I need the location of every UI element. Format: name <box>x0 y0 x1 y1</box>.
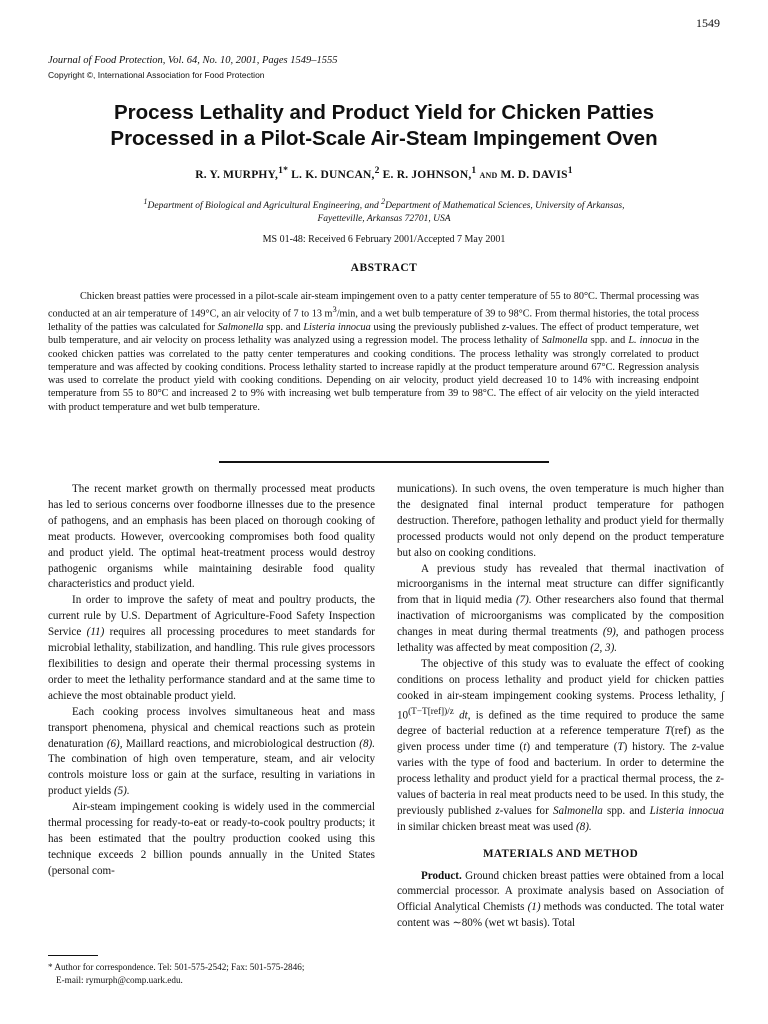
right-column <box>397 482 724 932</box>
text-run: ) history. The <box>623 741 692 754</box>
title-line-2: Processed in a Pilot-Scale Air-Steam Impingement Oven <box>110 127 658 150</box>
paragraph <box>397 562 724 657</box>
citation: (2, 3). <box>590 642 618 655</box>
variable-name: z <box>501 321 506 333</box>
paragraph: Air-steam impingement cooking is widely used in the commercial thermal processing for ready-to-eat or ready-to-cook poultry products; it has been estimated that the poultry production cooked using this technique exceeds 2 billion pounds annually in the United States (personal com- <box>48 801 375 877</box>
footnote-divider <box>48 955 98 956</box>
footnote-contact: * Author for correspondence. Tel: 501-575-2542; Fax: 501-575-2846; <box>48 962 305 972</box>
abstract-text-run: -values. The effect of product temperature, wet bulb temperature, and air velocity on process lethality was analyzed using a regression model. The process lethality of <box>48 321 699 347</box>
author-3: E. R. JOHNSON, <box>379 168 472 181</box>
text-run: In order to improve the safety of meat and poultry products, the current rule by U.S. Department of Agriculture-Food Safety Inspection Service <box>48 594 375 639</box>
copyright-notice: Copyright ©, International Association for Food Protection <box>48 70 265 80</box>
run-in-heading: Product. <box>421 869 462 882</box>
superscript: 3 <box>332 304 337 315</box>
species-name: Salmonella <box>541 335 588 347</box>
journal-citation: Journal of Food Protection, Vol. 64, No. 10, 2001, Pages 1549–1555 <box>48 55 338 66</box>
text-run: The objective of this study was to evaluate the effect of cooking conditions on process lethality and product yield for chicken patties cooked in air-steam impingement cooking systems. Process lethality, <box>397 657 724 702</box>
abstract-text-run: spp. and <box>587 335 629 347</box>
author-1: R. Y. MURPHY, <box>195 168 279 181</box>
author-list <box>48 165 720 181</box>
variable-name: t <box>523 741 527 754</box>
affiliation-1: Department of Biological and Agricultural Engineering, and <box>147 201 382 212</box>
text-run: Each cooking process involves simultaneous heat and mass transport phenomena, physical and chemical reactions such as protein denaturation <box>48 705 375 750</box>
paragraph <box>48 705 375 800</box>
abstract-text-run: in the cooked chicken patties was correlated to the patty center temperatures and cooking conditions. The process lethality was strongly correlated to product temperature and was affected by cooking conditions. Process lethality started to increase rapidly at the product temperature around 67°C. Regression analysis was used to correlate the product yield with cooking conditions. Depending on air velocity, product yield decreased 10 to 14% with increasing endpoint temperature from 55 to 80°C and increased 2 to 9% with increasing wet bulb temperature from 39 to 98°C. The effect of air velocity on the yield interacted with product temperature and wet bulb temperature. <box>48 335 699 413</box>
text-run: , is defined as the time required to produce the same degree of bacterial reduction at a reference temperature <box>397 709 724 738</box>
paragraph <box>397 657 724 836</box>
title-line-1: Process Lethality and Product Yield for Chicken Patties <box>114 101 654 124</box>
citation: (11) <box>86 626 105 639</box>
author-4: M. D. DAVIS <box>500 168 568 181</box>
variable-name: z <box>715 773 721 785</box>
text-run: ) and temperature ( <box>526 741 618 754</box>
text-run: The combination of high oven temperature, steam, and air velocity controls moisture loss or gain at the surface, resulting in variations in product yields <box>48 753 375 798</box>
page-number: 1549 <box>696 16 720 30</box>
variable-name: z <box>495 804 500 817</box>
species-name: Salmonella <box>217 321 264 333</box>
variable-name: T <box>617 741 624 754</box>
citation: (9), <box>602 626 619 639</box>
section-heading: MATERIALS AND METHOD <box>482 847 639 860</box>
footnote-email: E-mail: rymurph@comp.uark.edu. <box>56 974 183 985</box>
text-run: -value varies with the type of food and bacterium. In order to determine the process lethality and product yield for a practical thermal process, the <box>397 741 724 785</box>
citation: (5). <box>113 785 130 798</box>
text-run: A previous study has revealed that thermal inactivation of microorganisms in the internal meat structure can differ significantly from that in liquid media <box>397 562 724 607</box>
variable-name: z <box>691 741 697 754</box>
manuscript-dates: MS 01-48: Received 6 February 2001/Accepted 7 May 2001 <box>262 234 506 245</box>
text-run: Maillard reactions, and microbiological destruction <box>122 737 360 750</box>
text-run: -values of bacteria in real meat products need to be used. In this study, the previously published <box>397 773 724 817</box>
text-run: in similar chicken breast meat was used <box>397 820 576 833</box>
citation: (6), <box>106 737 123 750</box>
abstract-heading: ABSTRACT <box>350 262 418 274</box>
paragraph: The recent market growth on thermally processed meat products has led to serious concerns over foodborne illnesses due to the presence of pathogens, and an emphasis has been placed on thorough cooking of meat products. However, overcooking compromises both food quality and product yield. The optimal heat-treatment process would destroy pathogenic organisms while maintaining desirable food quality characteristics and product yield. <box>48 483 375 591</box>
citation: (8). <box>575 820 592 833</box>
citation: (1) <box>527 901 541 914</box>
equation-exponent: (T−T[ref])/z <box>408 706 454 717</box>
abstract-divider <box>219 461 549 463</box>
affiliation-location: Fayetteville, Arkansas 72701, USA <box>317 214 451 225</box>
article-title <box>48 100 720 152</box>
species-name: Salmonella <box>552 804 603 817</box>
affiliation-marker: 2 <box>381 197 386 206</box>
variable-name: T <box>664 725 672 738</box>
affiliation-2: Department of Mathematical Sciences, University of Arkansas, <box>385 201 625 212</box>
species-name: Listeria innocua <box>649 804 724 817</box>
equation-differential: dt <box>453 709 468 722</box>
equation-integral: ∫ 10 <box>397 689 724 722</box>
text-run: -values for <box>499 804 553 817</box>
left-column <box>48 482 375 880</box>
text-run: requires all processing procedures to meet standards for microbial lethality, stabilization, and handling. This rule gives processors flexibilities to design and operate their thermal processing systems in order to meet the lethality performance standard and at the same time to achieve the most obtainable product yield. <box>48 626 376 702</box>
citation: (7). <box>515 594 532 607</box>
citation: (8). <box>359 737 375 750</box>
affiliation-marker: 1 <box>143 197 148 206</box>
paragraph <box>397 869 724 933</box>
text-run: and pathogen process lethality was affected by meat composition <box>397 626 724 655</box>
paragraph: munications). In such ovens, the oven temperature is much higher than the designated final internal product temperature for pathogen destruction. Therefore, pathogen lethality and product yield for thermally processed products would not only depend on the product temperature but also on cooking conditions. <box>397 483 724 559</box>
author-conjunction: and <box>476 168 501 181</box>
affiliation-marker: 1 <box>471 165 477 176</box>
species-name: Listeria innocua <box>303 321 371 333</box>
affiliation-marker: 2 <box>374 165 380 176</box>
affiliation-marker: 1 <box>567 165 573 176</box>
abstract-text-run: Chicken breast patties were processed in a pilot-scale air-steam impingement oven to a patty center temperature of 55 to 80°C. Thermal processing was conducted at an air temperature of 149°C, an air velocity of 7 to 13 m <box>48 291 699 320</box>
abstract-text-run: spp. and <box>263 321 304 333</box>
footnote <box>48 961 375 986</box>
species-name: L. innocua <box>628 335 673 347</box>
text-run: spp. and <box>602 804 650 817</box>
abstract-body <box>48 290 699 414</box>
affiliations <box>90 195 678 226</box>
abstract-text-run: using the previously published <box>370 321 502 333</box>
text-run: methods was conducted. The total water content was ∼80% (wet wt basis). Total <box>397 901 724 930</box>
corresponding-marker: * <box>283 165 289 176</box>
affiliation-marker: 1 <box>278 165 284 176</box>
text-run: Ground chicken breast patties were obtained from a local commercial processor. A proximate analysis based on Association of Official Analytical Chemists <box>397 869 724 914</box>
abstract-text-run: /min, and a wet bulb temperature of 39 to 98°C. From thermal histories, the total process lethality of the patties was calculated for <box>48 308 699 333</box>
paragraph <box>48 593 375 704</box>
text-run: Other researchers also found that thermal inactivation of microorganisms was complicated by the composition changes in meat during thermal treatments <box>397 594 724 639</box>
text-run: (ref) as the given process under time ( <box>397 725 725 754</box>
author-2: L. K. DUNCAN, <box>288 168 375 181</box>
